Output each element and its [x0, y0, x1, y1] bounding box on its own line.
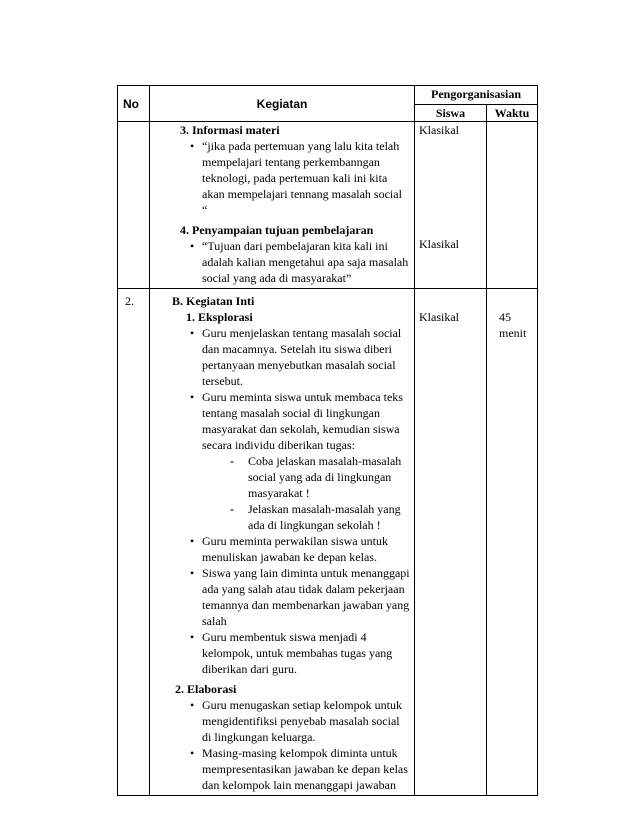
list-item: - Jelaskan masalah-masalah yang ada di lingkungan sekolah !: [172, 501, 410, 533]
list-item: • “jika pada pertemuan yang lalu kita telah mempelajari tentang perkembanngan teknologi, pada pertemuan kali ini kita akan mempelajari tennang masalah social “: [172, 138, 410, 218]
list-item: - Coba jelaskan masalah-masalah social yang ada di lingkungan masyarakat !: [172, 453, 410, 501]
sub1-dash-list: [172, 453, 410, 533]
header-pengorganisasian: Pengorganisasian: [415, 86, 538, 105]
header-siswa: Siswa: [415, 105, 487, 122]
list-item: • Guru menugaskan setiap kelompok untuk mengidentifiksi penyebab masalah social di lingkungan keluarga.: [172, 697, 410, 745]
list-item: • Masing-masing kelompok diminta untuk mempresentasikan jawaban ke depan kelas dan kelompok lain menanggapi jawaban: [172, 745, 410, 793]
siswa-value-2: Klasikal: [419, 237, 459, 251]
table-row: [118, 122, 538, 289]
sub1-list: [172, 325, 410, 453]
table-row: [118, 289, 538, 796]
item4-title: 4. Penyampaian tujuan pembelajaran: [180, 223, 374, 237]
list-item: • Guru meminta perwakilan siswa untuk menuliskan jawaban ke depan kelas.: [172, 533, 410, 565]
row2-kegiatan: [150, 289, 415, 796]
header-waktu: Waktu: [487, 105, 538, 122]
row1-kegiatan: [150, 122, 415, 289]
list-item: • Guru menjelaskan tentang masalah social dan macamnya. Setelah itu siswa diberi pertanyaan menyebutkan masalah social tersebut.: [172, 325, 410, 389]
row2-no: 2.: [118, 289, 150, 796]
sub1-title: 1. Eksplorasi: [186, 310, 253, 324]
siswa-value: Klasikal: [419, 310, 459, 324]
lesson-plan-table: [117, 85, 538, 796]
item4-list: [172, 238, 410, 286]
row2-waktu: [487, 289, 538, 796]
list-item: • Guru membentuk siswa menjadi 4 kelompok, untuk membahas tugas yang diberikan dari guru.: [172, 629, 410, 677]
list-item: • Guru meminta siswa untuk membaca teks tentang masalah social di lingkungan masyarakat dan sekolah, kemudian siswa secara individu diberikan tugas:: [172, 389, 410, 453]
header-kegiatan: Kegiatan: [150, 86, 415, 122]
list-item: • Siswa yang lain diminta untuk menanggapi ada yang salah atau tidak dalam pekerjaan temannya dan membenarkan jawaban yang salah: [172, 565, 410, 629]
siswa-value-1: Klasikal: [419, 123, 459, 137]
header-no: No: [118, 86, 150, 122]
row2-siswa: [415, 289, 487, 796]
item3-title: 3. Informasi materi: [180, 123, 280, 137]
sub1-list-after: [172, 533, 410, 677]
list-item: • “Tujuan dari pembelajaran kita kali ini adalah kalian mengetahui apa saja masalah social yang ada di masyarakat”: [172, 238, 410, 286]
row1-no: [118, 122, 150, 289]
sub2-list: [172, 697, 410, 793]
item3-list: [172, 138, 410, 218]
row1-siswa: [415, 122, 487, 289]
row1-waktu: [487, 122, 538, 289]
section-title: B. Kegiatan Inti: [172, 294, 255, 308]
waktu-value: 45 menit: [499, 310, 527, 340]
sub2-title: 2. Elaborasi: [175, 682, 237, 696]
